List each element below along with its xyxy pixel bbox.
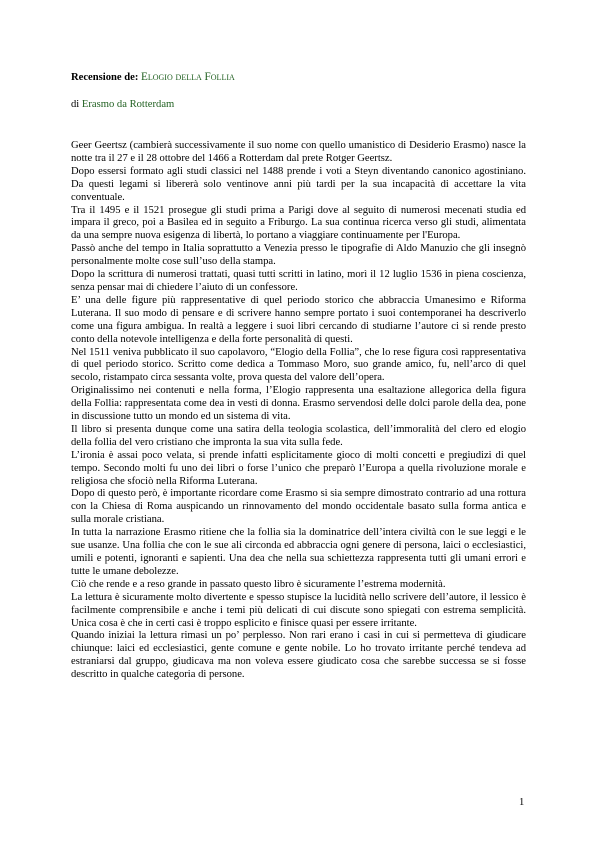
paragraph: L’ironia è assai poco velata, si prende infatti esplicitamente gioco di molti concetti e pregiudizi di quel tempo. Secondo molti fu uno dei libri o forse l’unico che preparò l’Europa a quella rivoluzione morale e religiosa che sfociò nella Riforma Luterana. — [71, 449, 526, 487]
document-page — [71, 71, 526, 682]
paragraph: Originalissimo nei contenuti e nella forma, l’Elogio rappresenta una esaltazione allegorica della figura della Follia: rappresentata come dea in vesti di donna. Erasmo servendosi delle dolci parole della dea, pone in discussione tutto un mondo ed un sistema di vita. — [71, 385, 526, 423]
book-title: Elogio della Follia — [141, 71, 235, 83]
paragraph: Nel 1511 veniva pubblicato il suo capolavoro, “Elogio della Follia”, che lo rese figura così rappresentativa di quel periodo storico. Scritto come dedica a Tommaso Moro, suo grande amico, fu, nell’arco di quel secolo, ristampato circa sessanta volte, prova questa del valore dell’opera. — [71, 346, 526, 384]
author-name: Erasmo da Rotterdam — [81, 99, 175, 110]
paragraph: Ciò che rende e a reso grande in passato questo libro è sicuramente l’estrema modernità. — [71, 578, 446, 590]
paragraph: Geer Geertsz (cambierà successivamente il suo nome con quello umanistico di Desiderio Erasmo) nasce la notte tra il 27 e il 28 ottobre del 1466 a Rotterdam dal prete Rotger Geertsz. — [71, 140, 526, 164]
review-title — [71, 71, 526, 84]
paragraph: Dopo la scrittura di numerosi trattati, quasi tutti scritti in latino, morì il 12 luglio 1536 in piena coscienza, senza pensar mai di chiedere l’aiuto di un confessore. — [71, 269, 526, 293]
paragraph: Tra il 1495 e il 1521 prosegue gli studi prima a Parigi dove al seguito di numerosi mecenati studia ed impara il greco, poi a Basilea ed in seguito a Friburgo. La sua continua ricerca verso gli studi, alimentata da una sempre nuova esigenza di libertà, lo portano a viaggiare continuamente per l'Europa. — [71, 204, 526, 242]
paragraph: Passò anche del tempo in Italia soprattutto a Venezia presso le tipografie di Aldo Manuzio che gli insegnò personalmente molte cose sull’uso della stampa. — [71, 243, 526, 268]
paragraph: La lettura è sicuramente molto divertente e spesso stupisce la lucidità nello scrivere dell’autore, il lessico è facilmente comprensibile e anche i temi più delicati di cui discute sono spiegati con estrema semplicità. Unica cosa è che in certi casi è troppo esplicito e finisce quasi per essere irritante. — [71, 591, 526, 629]
review-body — [71, 140, 526, 682]
paragraph: Quando iniziai la lettura rimasi un po’ perplesso. Non rari erano i casi in cui si permetteva di giudicare chiunque: laici ed ecclesiastici, gente comune e gente nobile. Lo ho trovato irritante perché tendeva ad estraniarsi dal gruppo, giudicava ma non voleva essere giudicato cosa che sarebbe successa se si fosse descritto in qualche categoria di persone. — [71, 630, 526, 681]
paragraph: Dopo essersi formato agli studi classici nel 1488 prende i voti a Steyn diventando canonico agostiniano. Da questi legami si libererà solo ventinove anni più tardi per la sua incapacità di accettare la vita conventuale. — [71, 165, 526, 203]
page-number: 1 — [519, 797, 525, 808]
paragraph: Dopo di questo però, è importante ricordare come Erasmo si sia sempre dimostrato contrario ad una rottura con la Chiesa di Roma auspicando un rinnovamento del mondo occidentale basato sulla forma antica e sulla morale cristiana. — [71, 488, 526, 526]
byline — [71, 98, 526, 111]
paragraph: Il libro si presenta dunque come una satira della teologia scolastica, dell’immoralità del clero ed elogio della follia del vero cristiano che impronta la sua vita sulla fede. — [71, 423, 526, 448]
title-prefix: Recensione de: — [71, 72, 139, 83]
paragraph: E’ una delle figure più rappresentative di quel periodo storico che abbraccia Umanesimo e Riforma Luterana. Il suo modo di pensare e di scrivere hanno sempre portato i suoi contemporanei ha descriverlo come una figura ambigua. In realtà a leggere i suoi libri cercando di studiarne l’autore ci si rende presto conto della notevole intelligenza e della forte personalità di questi. — [71, 294, 526, 345]
byline-prefix: di — [71, 99, 80, 110]
paragraph: In tutta la narrazione Erasmo ritiene che la follia sia la dominatrice dell’intera civiltà con le sue leggi e le sue usanze. Una follia che con le sue ali circonda ed abbraccia ogni genere di persona, laici o ecclesiastici, umili e potenti, ignoranti e sapienti. Una dea che nella sua schiettezza rappresenta tutti gli umani errori e tutte le umane debolezze. — [71, 527, 526, 577]
